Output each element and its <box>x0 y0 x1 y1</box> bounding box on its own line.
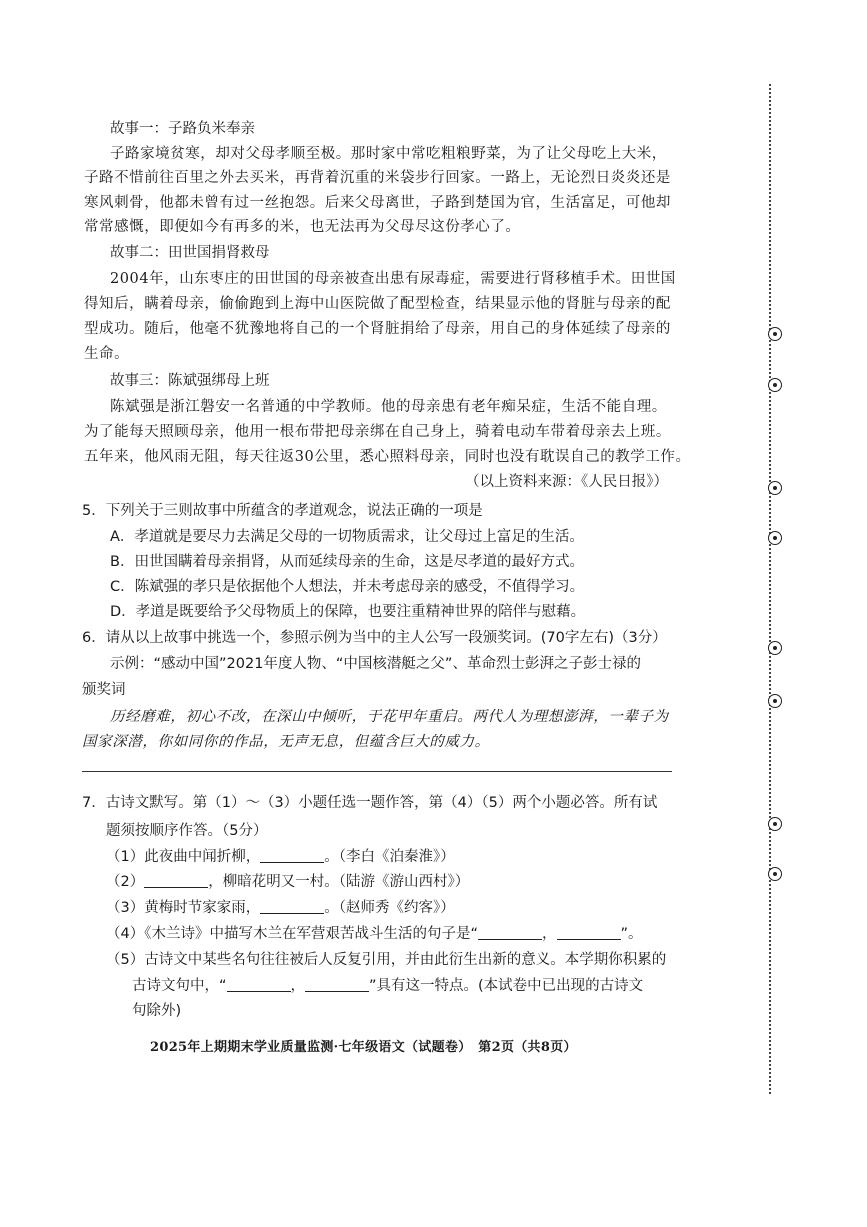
q7-item-4 <box>106 923 643 945</box>
q7-item-2-post: ，柳暗花明又一村。（陆游《游山西村》） <box>208 874 470 890</box>
story-2-line-3: 型成功。随后，他毫不犹豫地将自己的一个肾脏捐给了母亲，用自己的身体延续了母亲的 <box>84 321 671 337</box>
section-divider <box>82 771 672 772</box>
q7-item-1-pre: 此夜曲中闻折柳， <box>144 849 261 865</box>
binding-hole-icon <box>768 531 782 545</box>
story-1-line-4: 常常感慨，即便如今有再多的米，也无法再为父母尽这份孝心了。 <box>84 219 521 235</box>
q7-item-3-num: （3） <box>106 900 145 916</box>
q7-item-4-pre: 《木兰诗》中描写木兰在军营艰苦战斗生活的句子是“ <box>144 926 478 942</box>
q7-stem-line-2: 题须按顺序作答。（5分） <box>106 823 268 839</box>
answer-blank[interactable] <box>260 899 324 914</box>
binding-hole-icon <box>768 378 782 392</box>
story-1-line-2: 子路不惜前往百里之外去买米，再背着沉重的米袋步行回家。一路上，无论烈日炎炎还是 <box>84 170 671 186</box>
q6-award-line-1: 历经磨难，初心不改，在深山中倾听，于花甲年重启。两代人为理想澎湃，一辈子为 <box>110 709 669 725</box>
story-2-title: 故事二：田世国捐肾救母 <box>110 245 270 261</box>
story-3-line-2: 为了能每天照顾母亲，他用一根布带把母亲绑在自己身上，骑着电动车带着母亲去上班。 <box>84 424 671 440</box>
binding-hole-icon <box>768 641 782 655</box>
q7-item-5-text: 古诗文中某些名句往往被后人反复引用，并由此衍生出新的意义。本学期你积累的 <box>144 952 667 968</box>
binding-hole-icon <box>768 327 782 341</box>
q5-option-d: D．孝道是既要给予父母物质上的保障，也要注重精神世界的陪伴与慰藉。 <box>110 604 586 620</box>
q5-option-c: C．陈斌强的孝只是依据他个人想法，并未考虑母亲的感受，不值得学习。 <box>110 579 585 595</box>
q6-award-line-2: 国家深潜，你如同你的作品，无声无息，但蕴含巨大的威力。 <box>82 734 490 750</box>
q5-option-a: A．孝道就是要尽力去满足父母的一切物质需求，让父母过上富足的生活。 <box>110 529 584 545</box>
binding-line <box>769 84 771 1094</box>
answer-blank[interactable] <box>227 977 291 992</box>
q7-item-3-post: 。（赵师秀《约客》） <box>324 900 455 916</box>
q7-item-3 <box>106 897 455 919</box>
q7-item-5-mid: ， <box>290 978 306 994</box>
answer-blank[interactable] <box>478 925 542 940</box>
page-footer: 2025年上期期末学业质量监测·七年级语文（试题卷） 第2页（共8页） <box>150 1040 577 1055</box>
q6-stem: 6．请从以上故事中挑选一个，参照示例为当中的主人公写一段颁奖词。(70字左右)（3分） <box>82 630 667 646</box>
answer-blank[interactable] <box>260 848 324 863</box>
q7-item-5-line-2 <box>132 975 643 997</box>
story-3-line-3: 五年来，他风雨无阻，每天往返30公里，悉心照料母亲，同时也没有耽误自己的教学工作。 <box>84 449 691 465</box>
binding-hole-icon <box>768 694 782 708</box>
q6-example-line-2: 颁奖词 <box>82 682 126 698</box>
story-1-line-3: 寒风刺骨，他都未曾有过一丝抱怨。后来父母离世，子路到楚国为官，生活富足，可他却 <box>84 195 671 211</box>
q7-stem-line-1: 7．古诗文默写。第（1）～（3）小题任选一题作答，第（4）（5）两个小题必答。所有试 <box>82 795 658 811</box>
story-3-line-1: 陈斌强是浙江磐安一名普通的中学教师。他的母亲患有老年痴呆症，生活不能自理。 <box>110 399 667 415</box>
q7-item-5-line-1 <box>106 949 666 971</box>
q7-item-5-post: ”具有这一特点。(本试卷中已出现的古诗文 <box>369 978 644 994</box>
q7-item-1 <box>106 846 455 868</box>
q5-stem: 5．下列关于三则故事中所蕴含的孝道观念，说法正确的一项是 <box>82 503 483 519</box>
q6-example-line-1: 示例：“感动中国”2021年度人物、“中国核潜艇之父”、革命烈士彭湃之子彭士禄的 <box>110 656 641 672</box>
story-3-title: 故事三：陈斌强绑母上班 <box>110 373 270 389</box>
q7-item-4-num: （4） <box>106 926 145 942</box>
story-1-line-1: 子路家境贫寒，却对父母孝顺至极。那时家中常吃粗粮野菜，为了让父母吃上大米， <box>110 146 667 162</box>
story-2-line-4: 生命。 <box>84 346 130 362</box>
q7-item-2 <box>106 871 469 893</box>
q5-option-b: B．田世国瞒着母亲捐肾，从而延续母亲的生命，这是尽孝道的最好方式。 <box>110 554 584 570</box>
story-1-title: 故事一：子路负米奉亲 <box>110 121 255 137</box>
source-note: （以上资料来源：《人民日报》） <box>465 474 668 490</box>
q7-item-1-num: （1） <box>106 849 145 865</box>
q7-item-4-mid: ， <box>542 926 557 942</box>
q7-item-4-post: ”。 <box>620 926 643 942</box>
story-2-line-2: 得知后，瞒着母亲，偷偷跑到上海中山医院做了配型检查，结果显示他的肾脏与母亲的配 <box>84 296 671 312</box>
answer-blank[interactable] <box>305 977 369 992</box>
q7-item-2-num: （2） <box>106 874 145 890</box>
q7-item-3-pre: 黄梅时节家家雨， <box>144 900 261 916</box>
q7-item-5-num: （5） <box>106 952 145 968</box>
q7-item-1-post: 。（李白《泊秦淮》） <box>324 849 455 865</box>
q7-item-5-line-3: 句除外) <box>132 1003 182 1019</box>
binding-hole-icon <box>768 817 782 831</box>
story-2-line-1: 2004年，山东枣庄的田世国的母亲被查出患有尿毒症，需要进行肾移植手术。田世国 <box>110 271 676 287</box>
answer-blank[interactable] <box>144 873 208 888</box>
q7-item-5-pre: 古诗文句中，“ <box>132 978 227 994</box>
answer-blank[interactable] <box>557 925 621 940</box>
binding-hole-icon <box>768 867 782 881</box>
binding-hole-icon <box>768 481 782 495</box>
